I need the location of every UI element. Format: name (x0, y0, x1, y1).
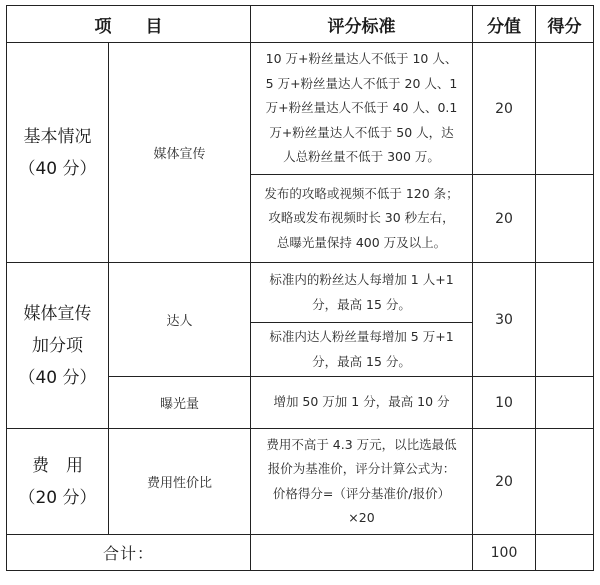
criteria-line: 费用不高于 4.3 万元，以比选最低 (266, 436, 457, 452)
sub-daren: 达人 (109, 263, 251, 377)
value-fans: 20 (473, 43, 536, 175)
sub-exposure: 曝光量 (109, 377, 251, 429)
total-score (536, 535, 594, 571)
criteria-daren-fans (251, 323, 473, 377)
scoring-table (6, 5, 594, 571)
score-daren (536, 263, 594, 377)
criteria-line: 分，最高 15 分。 (312, 296, 411, 312)
category-cost (7, 429, 109, 535)
header-score-got: 得分 (536, 6, 594, 43)
category-bonus-line1: 媒体宣传 (23, 303, 92, 324)
header-item-part1: 项 (94, 16, 112, 37)
total-row (7, 535, 594, 571)
criteria-posts (251, 175, 473, 263)
category-bonus-line3: （40 分） (18, 367, 97, 388)
category-cost-line2: （20 分） (18, 487, 97, 508)
score-cost (536, 429, 594, 535)
category-basic (7, 43, 109, 263)
category-cost-line1: 费 用 (32, 455, 83, 476)
criteria-exposure: 增加 50 万加 1 分，最高 10 分 (251, 377, 473, 429)
criteria-line: 人总粉丝量不低于 300 万。 (283, 149, 440, 165)
criteria-line: 攻略或发布视频时长 30 秒左右， (268, 210, 455, 226)
criteria-line: 万+粉丝量达人不低于 40 人、0.1 (265, 100, 458, 116)
sub-media-promo: 媒体宣传 (109, 43, 251, 263)
value-posts: 20 (473, 175, 536, 263)
criteria-line: 标准内达人粉丝量每增加 5 万+1 (269, 329, 454, 344)
table-row (7, 43, 594, 175)
criteria-line: 5 万+粉丝量达人不低于 20 人、1 (265, 75, 458, 91)
category-bonus (7, 263, 109, 429)
category-basic-line1: 基本情况 (23, 126, 92, 147)
header-row (7, 6, 594, 43)
category-basic-line2: （40 分） (18, 158, 97, 179)
header-item-part2: 目 (145, 16, 163, 37)
sub-cost-value: 费用性价比 (109, 429, 251, 535)
criteria-line: 万+粉丝量达人不低于 50 人，达 (269, 124, 454, 140)
total-criteria-empty (251, 535, 473, 571)
table-row (7, 263, 594, 323)
category-bonus-line2: 加分项 (32, 335, 83, 356)
header-score-value: 分值 (473, 6, 536, 43)
criteria-line: 标准内的粉丝达人每增加 1 人+1 (269, 272, 454, 287)
criteria-line: 分，最高 15 分。 (312, 353, 411, 369)
criteria-line: ×20 (348, 510, 375, 525)
criteria-line: 10 万+粉丝量达人不低于 10 人、 (265, 51, 458, 67)
header-item (7, 6, 251, 43)
criteria-line: 价格得分=（评分基准价/报价） (272, 485, 451, 501)
score-posts (536, 175, 594, 263)
criteria-daren-count (251, 263, 473, 323)
value-exposure: 10 (473, 377, 536, 429)
value-daren: 30 (473, 263, 536, 377)
header-criteria: 评分标准 (251, 6, 473, 43)
criteria-line: 报价为基准价，评分计算公式为： (267, 461, 456, 476)
score-exposure (536, 377, 594, 429)
total-value: 100 (473, 535, 536, 571)
criteria-line: 发布的攻略或视频不低于 120 条； (264, 185, 459, 201)
value-cost: 20 (473, 429, 536, 535)
table-row (7, 429, 594, 535)
score-fans (536, 43, 594, 175)
criteria-line: 总曝光量保持 400 万及以上。 (276, 234, 447, 250)
criteria-cost (251, 429, 473, 535)
total-label: 合计： (7, 535, 251, 571)
criteria-fans (251, 43, 473, 175)
